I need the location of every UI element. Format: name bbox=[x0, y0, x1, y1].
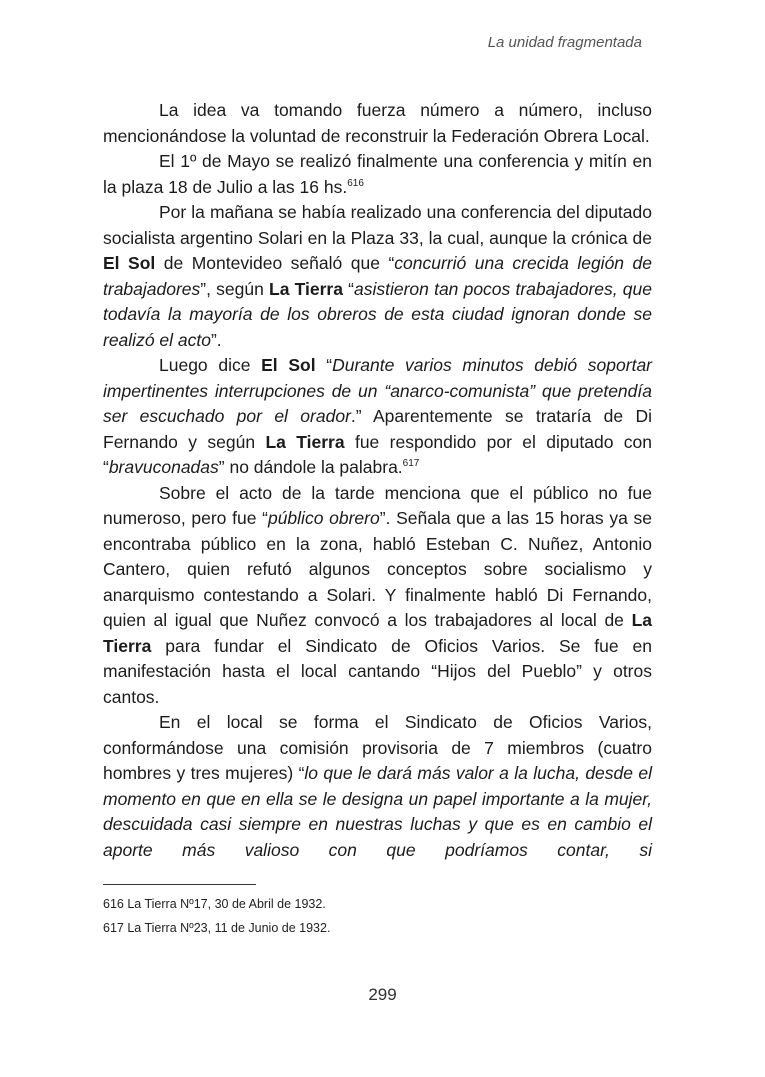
quote: Durante varios minutos debió soportar impertinentes interrupciones de un “anarco-comunista” que pretendía ser escuchado por el orador bbox=[103, 355, 652, 426]
newspaper-name: La Tierra bbox=[265, 431, 345, 452]
text-run: En el local se forma el Sindicato de Oficios Varios, conformándose una comisión provisoria de 7 miembros (cuatro hombres y tres mujeres) “ bbox=[103, 712, 652, 783]
text-run: “ bbox=[342, 278, 354, 299]
text-run: de Montevideo señaló que “ bbox=[155, 253, 395, 273]
quote: lo que le dará más valor a la lucha, desde el momento en que en ella se le designa un papel importante a la mujer, descuidada casi siempre en nuestras luchas y que es en cambio el aporte más valioso con que podríamos contar, si bbox=[103, 763, 652, 860]
paragraph bbox=[103, 98, 652, 149]
footnotes bbox=[103, 892, 330, 940]
text-run: ” no dándole la palabra. bbox=[218, 457, 403, 477]
text-run: ”. Señala que a las 15 horas ya se encontraba público en la zona, habló Esteban C. Nuñez, Antonio Cantero, quien refutó algunos conceptos sobre socialismo y anarquismo contestando a Solari. Y finalmente habló Di Fernando, quien al igual que Nuñez convocó a los trabajadores al local de bbox=[103, 508, 653, 630]
paragraph bbox=[103, 481, 652, 711]
newspaper-name: La Tierra bbox=[269, 278, 343, 299]
text-run: ”, según bbox=[200, 278, 270, 299]
text-run: fue respondido por el diputado con “ bbox=[103, 431, 653, 477]
text-run: Sobre el acto de la tarde menciona que el público no fue numeroso, pero fue “ bbox=[103, 482, 652, 528]
paragraph-text: El 1º de Mayo se realizó finalmente una conferencia y mitín en la plaza 18 de Julio a las 16 hs. bbox=[103, 151, 652, 197]
paragraph bbox=[103, 353, 652, 481]
paragraph bbox=[103, 200, 652, 353]
footnote-divider bbox=[103, 884, 256, 885]
text-run: Por la mañana se había realizado una conferencia del diputado socialista argentino Solari en la Plaza 33, la cual, aunque la crónica de bbox=[103, 202, 652, 248]
text-run: “ bbox=[315, 355, 333, 375]
text-run: ”. bbox=[210, 329, 222, 350]
newspaper-name: La Tierra bbox=[103, 610, 652, 656]
text-run: para fundar el Sindicato de Oficios Varios. Se fue en manifestación hasta el local cantando “Hijos del Pueblo” y otros cantos. bbox=[103, 635, 652, 707]
body-text bbox=[103, 98, 652, 863]
footnote-617: 617 La Tierra Nº23, 11 de Junio de 1932. bbox=[103, 921, 331, 935]
text-run: .” Aparentemente se trataría de Di Fernando y según bbox=[103, 406, 652, 452]
newspaper-name: El Sol bbox=[103, 253, 156, 273]
paragraph bbox=[103, 710, 652, 863]
page-number: 299 bbox=[368, 985, 397, 1004]
paragraph bbox=[103, 149, 652, 200]
footnote-ref-616[interactable]: 616 bbox=[347, 177, 364, 189]
text-run: Luego dice bbox=[159, 355, 262, 375]
footnote-616: 616 La Tierra Nº17, 30 de Abril de 1932. bbox=[103, 897, 326, 911]
quote: asistieron tan pocos trabajadores, que todavía la mayoría de los obreros de esta ciudad ignoran donde se realizó el acto bbox=[103, 278, 652, 350]
newspaper-name: El Sol bbox=[261, 355, 316, 375]
paragraph-text: La idea va tomando fuerza número a número, incluso mencionándose la voluntad de reconstruir la Federación Obrera Local. bbox=[103, 100, 652, 146]
quote: público obrero bbox=[267, 508, 380, 528]
quote: concurrió una crecida legión de trabajadores bbox=[103, 253, 652, 299]
footnote-ref-617[interactable]: 617 bbox=[402, 458, 420, 469]
quote: bravuconadas bbox=[108, 457, 219, 477]
running-header: La unidad fragmentada bbox=[487, 34, 642, 51]
